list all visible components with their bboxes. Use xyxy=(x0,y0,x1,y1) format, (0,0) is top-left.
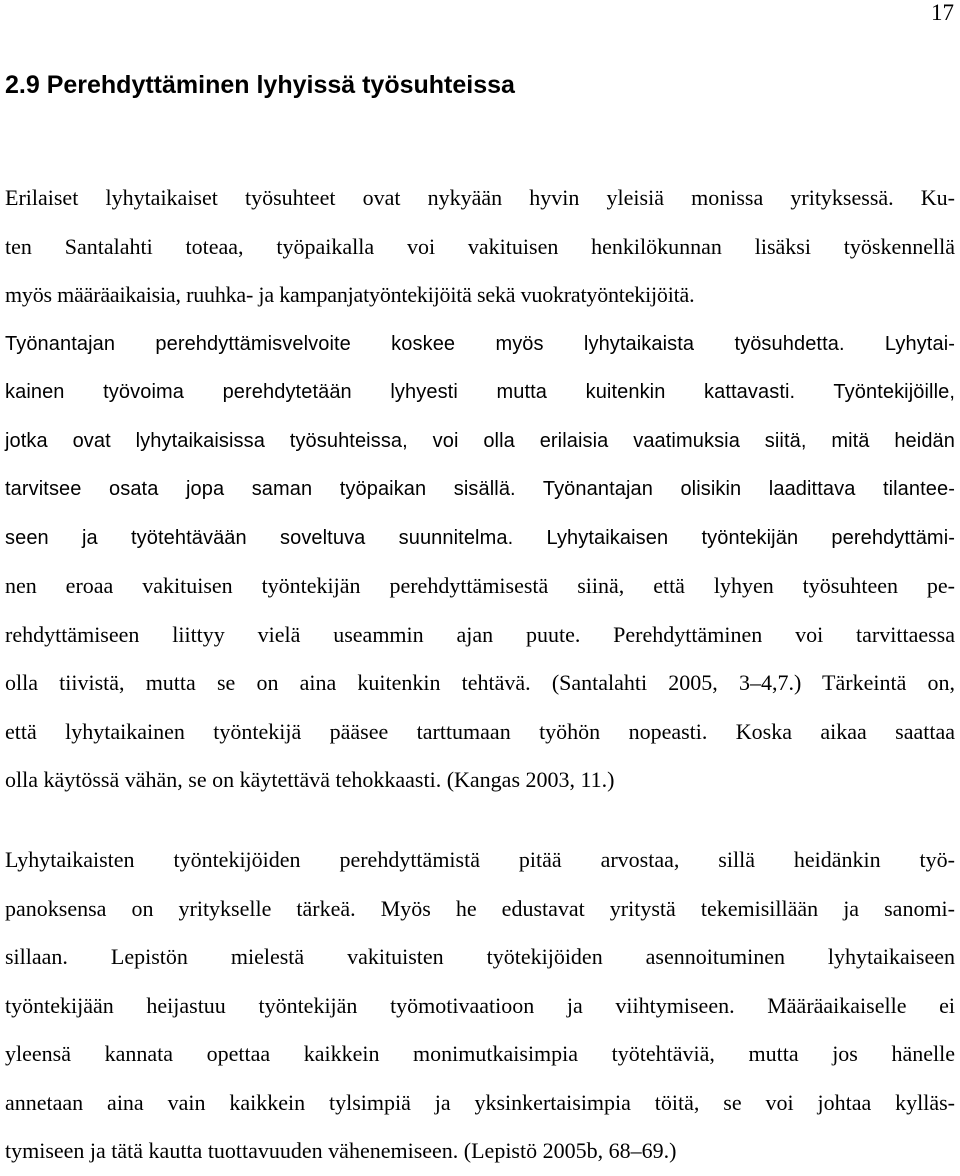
paragraph-line: nen eroaa vakituisen työntekijän perehdyttämisestä siinä, että lyhyen työsuhteen pe- xyxy=(5,573,955,598)
paragraph-1 xyxy=(5,174,955,805)
paragraph-line: olla käytössä vähän, se on käytettävä tehokkaasti. (Kangas 2003, 11.) xyxy=(5,767,615,792)
paragraph-line: Lyhytaikaisten työntekijöiden perehdyttämistä pitää arvostaa, sillä heidänkin työ- xyxy=(5,847,955,872)
paragraph-line: sillaan. Lepistön mielestä vakituisten työtekijöiden asennoituminen lyhytaikaiseen xyxy=(5,944,955,969)
paragraph-line: yleensä kannata opettaa kaikkein monimutkaisimpia työtehtäviä, mutta jos hänelle xyxy=(5,1041,955,1066)
section-heading: 2.9 Perehdyttäminen lyhyissä työsuhteissa xyxy=(5,71,515,99)
paragraph-line: että lyhytaikainen työntekijä pääsee tarttumaan työhön nopeasti. Koska aikaa saattaa xyxy=(5,718,955,744)
paragraph-line: ten Santalahti toteaa, työpaikalla voi vakituisen henkilökunnan lisäksi työskennellä xyxy=(5,233,955,259)
paragraph-line: kainen työvoima perehdytetään lyhyesti mutta kuitenkin kattavasti. Työntekijöille, xyxy=(5,381,955,403)
paragraph-line: tymiseen ja tätä kautta tuottavuuden vähenemiseen. (Lepistö 2005b, 68–69.) xyxy=(5,1138,677,1163)
paragraph-line: Erilaiset lyhytaikaiset työsuhteet ovat nykyään hyvin yleisiä monissa yrityksessä. Ku- xyxy=(5,185,955,210)
paragraph-line: seen ja työtehtävään soveltuva suunnitelma. Lyhytaikaisen työntekijän perehdyttämi- xyxy=(5,526,955,549)
paragraph-line: tarvitsee osata jopa saman työpaikan sisällä. Työnantajan olisikin laadittava tilantee- xyxy=(5,478,955,500)
page-number: 17 xyxy=(931,0,954,25)
paragraph-line: myös määräaikaisia, ruuhka- ja kampanjatyöntekijöitä sekä vuokratyöntekijöitä. xyxy=(5,282,695,307)
paragraph-2 xyxy=(5,836,955,1176)
paragraph-line: työntekijään heijastuu työntekijän työmotivaatioon ja viihtymiseen. Määräaikaiselle ei xyxy=(5,992,955,1018)
paragraph-line: Työnantajan perehdyttämisvelvoite koskee myös lyhytaikaista työsuhdetta. Lyhytai- xyxy=(5,332,955,355)
paragraph-line: jotka ovat lyhytaikaisissa työsuhteissa, voi olla erilaisia vaatimuksia siitä, mitä heidän xyxy=(5,429,955,452)
paragraph-line: olla tiivistä, mutta se on aina kuitenkin tehtävä. (Santalahti 2005, 3–4,7.) Tärkeintä on, xyxy=(5,670,955,695)
paragraph-line: panoksensa on yritykselle tärkeä. Myös he edustavat yritystä tekemisillään ja sanomi- xyxy=(5,895,955,921)
paragraph-line: annetaan aina vain kaikkein tylsimpiä ja yksinkertaisimpia töitä, se voi johtaa kylläs- xyxy=(5,1089,955,1115)
paragraph-line: rehdyttämiseen liittyy vielä useammin ajan puute. Perehdyttäminen voi tarvittaessa xyxy=(5,621,955,647)
